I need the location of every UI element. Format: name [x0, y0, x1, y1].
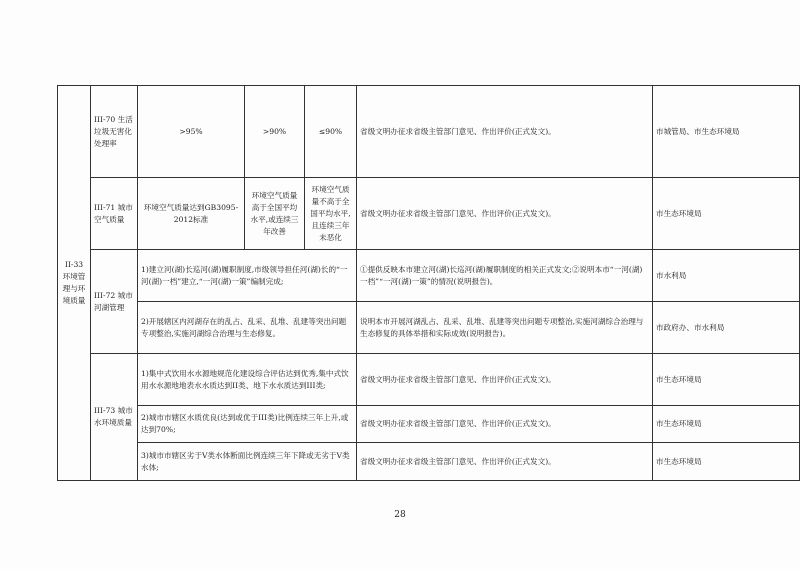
requirement-cell: 2)开展辖区内河湖存在的乱占、乱采、乱堆、乱建等突出问题专项整治,实施河湖综合治理与生态修复。 — [138, 302, 357, 354]
indicator-cell: III-70 生活垃圾无害化处理率 — [91, 86, 138, 178]
dept-cell: 市生态环境局 — [653, 406, 800, 443]
method-cell: 省级文明办征求省级主管部门意见、作出评价(正式发文)。 — [357, 406, 653, 443]
evaluation-table — [57, 85, 800, 481]
method-cell: 省级文明办征求省级主管部门意见、作出评价(正式发文)。 — [357, 178, 653, 250]
requirement-cell: 1)集中式饮用水水源地规范化建设综合评估达到优秀,集中式饮用水水源地地表水水质达到II类、地下水水质达到III类; — [138, 354, 357, 406]
standard-c-cell: ≤90% — [305, 86, 357, 178]
group-cell — [58, 86, 91, 481]
table-row — [58, 354, 800, 406]
method-cell: 省级文明办征求省级主管部门意见、作出评价(正式发文)。 — [357, 86, 653, 178]
requirement-cell: 1)建立河(湖)长巡河(湖)履职制度,市级领导担任河(湖)长的“一河(湖)一档”建立,“一河(湖)一策”编制完成; — [138, 250, 357, 302]
table-row — [58, 86, 800, 178]
group-code: II-33 — [64, 260, 84, 269]
indicator-cell: III-72 城市河湖管理 — [91, 250, 138, 354]
method-cell: 省级文明办征求省级主管部门意见、作出评价(正式发文)。 — [357, 443, 653, 481]
indicator-cell: III-73 城市水环境质量 — [91, 354, 138, 481]
group-name: 环境管理与环境质量 — [62, 272, 86, 305]
standard-c-cell: 环境空气质量不高于全国平均水平,且连续三年未恶化 — [305, 178, 357, 250]
dept-cell: 市水利局 — [653, 250, 800, 302]
standard-a-cell: >95% — [138, 86, 245, 178]
table-row — [58, 250, 800, 302]
table-row — [58, 302, 800, 354]
standard-a-cell: 环境空气质量达到GB3095-2012标准 — [138, 178, 245, 250]
table-row — [58, 178, 800, 250]
method-cell: ①提供反映本市建立河(湖)长巡河(湖)履职制度的相关正式发文;②说明本市“一河(湖)一档”“一河(湖)一策”的情况(说明报告)。 — [357, 250, 653, 302]
standard-b-cell: 环境空气质量高于全国平均水平,或连续三年改善 — [245, 178, 305, 250]
requirement-cell: 2)城市市辖区水质优良(达到或优于III类)比例连续三年上升,或达到70%; — [138, 406, 357, 443]
dept-cell: 市生态环境局 — [653, 178, 800, 250]
standard-b-cell: >90% — [245, 86, 305, 178]
requirement-cell: 3)城市市辖区劣于V类水体断面比例连续三年下降或无劣于V类水体; — [138, 443, 357, 481]
dept-cell: 市城管局、市生态环境局 — [653, 86, 800, 178]
indicator-cell: III-71 城市空气质量 — [91, 178, 138, 250]
dept-cell: 市生态环境局 — [653, 354, 800, 406]
method-cell: 省级文明办征求省级主管部门意见、作出评价(正式发文)。 — [357, 354, 653, 406]
dept-cell: 市生态环境局 — [653, 443, 800, 481]
dept-cell: 市政府办、市水利局 — [653, 302, 800, 354]
table-row — [58, 443, 800, 481]
table-row — [58, 406, 800, 443]
page-number: 28 — [394, 510, 406, 520]
method-cell: 说明本市开展河湖乱占、乱采、乱堆、乱建等突出问题专项整治,实施河湖综合治理与生态修复的具体举措和实际成效(说明报告)。 — [357, 302, 653, 354]
